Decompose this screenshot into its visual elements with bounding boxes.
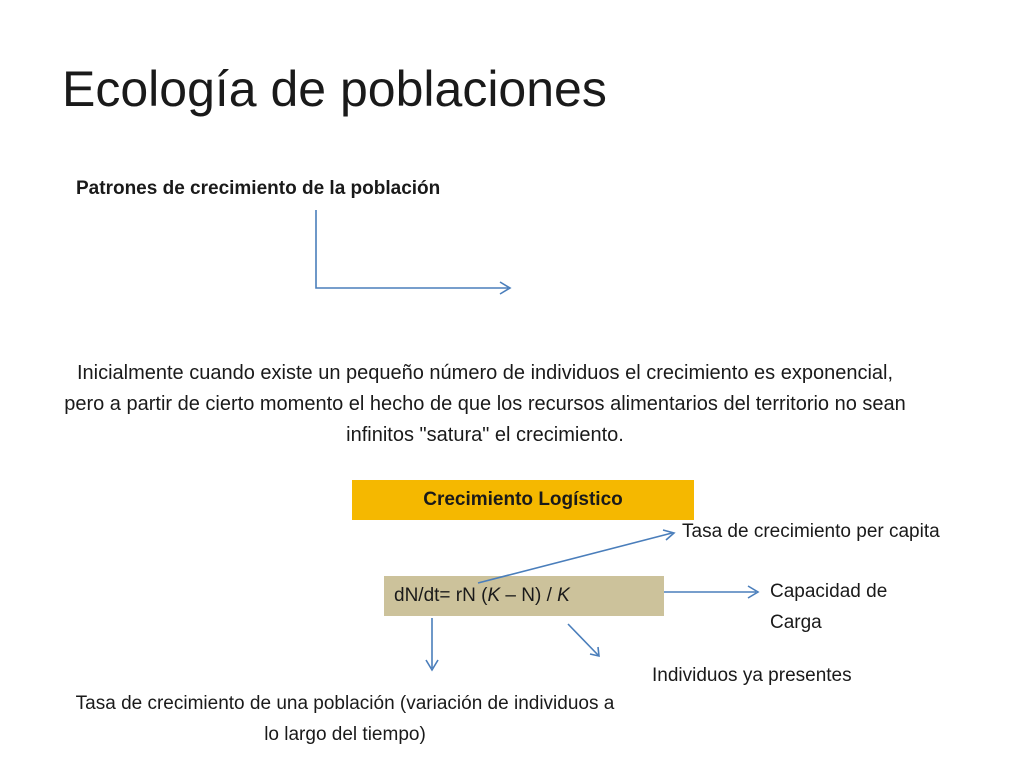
- formula-middle: – N) /: [500, 585, 558, 606]
- per-capita-arrow-head: [663, 530, 674, 540]
- page-title: Ecología de poblaciones: [62, 61, 607, 117]
- logistic-growth-box: [352, 480, 694, 520]
- subtitle: Patrones de crecimiento de la población: [76, 178, 441, 199]
- population-rate-label: Tasa de crecimiento de una población (variación de individuos a lo largo del tiempo): [75, 693, 615, 745]
- formula-prefix: dN/dt= rN (: [394, 585, 488, 606]
- present-arrow-head: [590, 647, 599, 656]
- per-capita-rate-label: Tasa de crecimiento per capita: [682, 521, 940, 542]
- population-arrow-head: [426, 660, 438, 670]
- present-arrow: [568, 624, 598, 655]
- formula-text: [384, 585, 570, 607]
- logistic-growth-label: Crecimiento Logístico: [423, 489, 623, 510]
- formula-k1: K: [487, 585, 501, 606]
- formula-box: [384, 576, 664, 616]
- capacity-arrow-head: [748, 586, 758, 598]
- formula-k2: K: [557, 585, 570, 606]
- intro-paragraph: Inicialmente cuando existe un pequeño número de individuos el crecimiento es exponencial, pero a partir de cierto momento el hecho de que los recursos alimentarios del territorio no sean infinitos "satura" el crecimiento.: [64, 362, 906, 446]
- carrying-capacity-label: Capacidad de Carga: [770, 581, 888, 633]
- elbow-arrow-head: [500, 282, 510, 294]
- present-individuals-label: Individuos ya presentes: [652, 665, 852, 686]
- elbow-arrow: [316, 210, 508, 288]
